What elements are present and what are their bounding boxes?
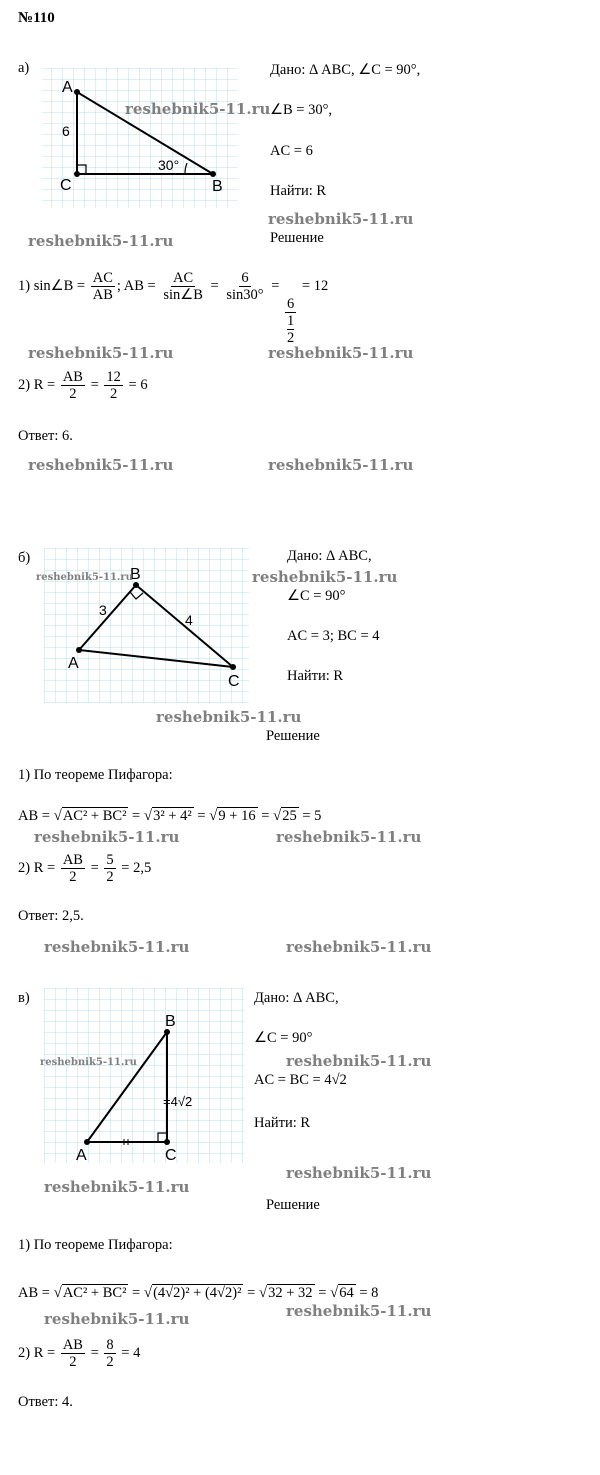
given-a-line2: ∠B = 30°, (270, 102, 333, 118)
watermark: reshebnik5-11.ru (44, 1310, 190, 1328)
point-c (164, 1139, 170, 1145)
part-b-label: б) (18, 550, 31, 566)
label-a: A (76, 1147, 87, 1164)
watermark: reshebnik5-11.ru (44, 1178, 190, 1196)
step-a1: 1) sin∠B = $\frac{AC}{AB}$ ; AB = $\frac{AC}{\sin\angle B}$ = $\frac{6}{\sin 30^\circ}$ = 6 1 2 = 12 (18, 270, 329, 346)
side-ac-label: 6 (62, 123, 70, 139)
watermark: reshebnik5-11.ru (36, 572, 133, 583)
watermark: reshebnik5-11.ru (28, 344, 174, 362)
solution-b-heading: Решение (266, 728, 320, 744)
answer-b: Ответ: 2,5. (18, 908, 84, 924)
given-c-line1: Дано: Δ ABC, (254, 990, 339, 1006)
given-a-line3: AC = 6 (270, 143, 313, 159)
label-b: B (165, 1013, 176, 1030)
given-a-line4: Найти: R (270, 183, 327, 199)
step-a2: 2) R = $\frac{AB}{2}$ = $\frac{12}{2}$ = 6 (18, 369, 148, 402)
label-b: B (130, 566, 141, 583)
given-a-line1: Дано: Δ ABC, ∠C = 90°, (270, 62, 421, 78)
watermark: reshebnik5-11.ru (40, 1057, 137, 1068)
watermark: reshebnik5-11.ru (125, 100, 271, 118)
step-c-pythagoras: AB = √AC² + BC² = √(4√2)² + (4√2)² = √32 + 32 = √64 = 8 (18, 1285, 379, 1301)
figure-c (44, 988, 244, 1168)
point-c (74, 171, 80, 177)
watermark: reshebnik5-11.ru (252, 568, 398, 586)
point-a (84, 1139, 90, 1145)
step-c2: 2) R = $\frac{AB}{2}$ = $\frac{8}{2}$ = 4 (18, 1337, 141, 1370)
watermark: reshebnik5-11.ru (28, 456, 174, 474)
watermark: reshebnik5-11.ru (268, 456, 414, 474)
grid-background (44, 988, 244, 1163)
answer-c: Ответ: 4. (18, 1394, 73, 1410)
solution-a-heading: Решение (270, 230, 324, 246)
step-b1: 1) По теореме Пифагора: (18, 767, 173, 783)
point-a (74, 89, 80, 95)
step-c1: 1) По теореме Пифагора: (18, 1237, 173, 1253)
given-b-line3: AC = 3; BC = 4 (287, 628, 380, 644)
side-ab-label: 3 (99, 602, 107, 618)
watermark: reshebnik5-11.ru (276, 828, 422, 846)
watermark: reshebnik5-11.ru (268, 210, 414, 228)
watermark: reshebnik5-11.ru (44, 938, 190, 956)
label-a: A (68, 655, 79, 672)
label-b: B (212, 178, 223, 195)
side-bc-label: =4√2 (163, 1094, 193, 1109)
solution-c-heading: Решение (266, 1197, 320, 1213)
given-b-line4: Найти: R (287, 668, 344, 684)
label-a: A (62, 79, 73, 96)
angle-label: 30° (158, 157, 180, 173)
label-c: C (60, 177, 72, 194)
given-c-line2: ∠C = 90° (254, 1030, 313, 1046)
point-b (210, 171, 216, 177)
answer-a: Ответ: 6. (18, 428, 73, 444)
watermark: reshebnik5-11.ru (286, 938, 432, 956)
given-c-line4: Найти: R (254, 1115, 311, 1131)
page-title: №110 (18, 10, 55, 26)
label-c: C (165, 1147, 177, 1164)
watermark: reshebnik5-11.ru (28, 232, 174, 250)
label-c: C (228, 673, 240, 690)
given-b-line2: ∠C = 90° (287, 588, 346, 604)
watermark: reshebnik5-11.ru (34, 828, 180, 846)
given-b-line1: Дано: Δ ABC, (287, 548, 372, 564)
figure-a (40, 68, 240, 208)
watermark: reshebnik5-11.ru (286, 1052, 432, 1070)
watermark: reshebnik5-11.ru (286, 1164, 432, 1182)
point-c (230, 664, 236, 670)
step-b2: 2) R = $\frac{AB}{2}$ = $\frac{5}{2}$ = 2,5 (18, 852, 152, 885)
point-a (76, 647, 82, 653)
watermark: reshebnik5-11.ru (268, 344, 414, 362)
step-b-pythagoras: AB = √AC² + BC² = √3² + 4² = √9 + 16 = √25 = 5 (18, 808, 322, 824)
given-c-line3: AC = BC = 4√2 (254, 1072, 347, 1088)
watermark: reshebnik5-11.ru (286, 1302, 432, 1320)
watermark: reshebnik5-11.ru (156, 708, 302, 726)
side-bc-label: 4 (185, 612, 193, 628)
part-c-label: в) (18, 990, 30, 1006)
part-a-label: а) (18, 60, 30, 76)
